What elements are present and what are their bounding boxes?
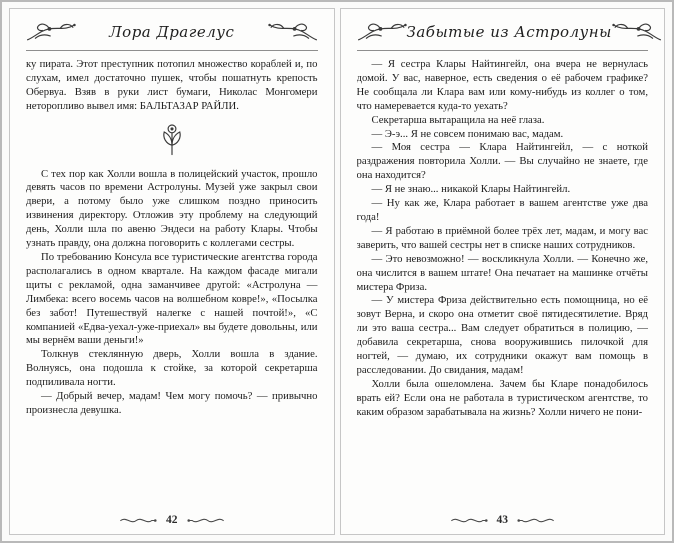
right-page-text	[357, 58, 649, 510]
left-page	[9, 8, 335, 535]
paragraph: — Моя сестра — Клара Найтингейл, — с ноткой раздражения повторила Холли. — Вы случайно не знаете, где она находится?	[356, 141, 648, 182]
paragraph: — У мистера Фриза действительно есть помощница, но её зовут Верна, и скоро она отметит своё пятидесятилетие. Вряд ли это ваша сестра... Вам следует обратиться в полицию, — добавила секретарша, снова вооружившись пилочкой для ногтей, — думаю, их сотрудники окажут вам помощь в расследовании. До свидания, мадам!	[356, 294, 648, 376]
left-page-header	[26, 16, 318, 51]
vine-ornament-icon	[187, 515, 225, 526]
floral-divider-icon	[158, 121, 186, 157]
running-head-author: Лора Драгелус	[109, 23, 235, 41]
floral-corner-ornament-icon	[612, 19, 662, 45]
paragraph: По требованию Консула все туристические агентства города располагались в одном квартале. На каждом фасаде мигали щиты с рекламой, одна заманчивее другой: «Астролуна — Лимбека: всего восемь часов на волшебном ковре!», «Посылка без забот! Путешествуй налегке с нашей почтой!», «С компанией «Едва-уехал-уже-приехал» вы будете довольны, или мы вернём ваши деньги!»	[26, 250, 318, 347]
running-head-title: Забытые из Астролуны	[406, 23, 612, 41]
vine-ornament-icon	[119, 515, 157, 526]
paragraph: — Это невозможно! — воскликнула Холли. — Конечно же, она числится в вашем штате! Она печатает на машинке отчёты мистера Фриза.	[356, 252, 648, 293]
section-divider	[26, 121, 318, 162]
right-page-footer	[357, 510, 649, 526]
page-number: 43	[496, 514, 508, 526]
left-page-footer	[26, 510, 318, 526]
paragraph: Секретарша вытаращила на неё глаза.	[371, 113, 545, 126]
paragraph: — Ну как же, Клара работает в вашем агентстве уже два года!	[356, 197, 648, 223]
floral-corner-ornament-icon	[26, 19, 76, 45]
header-rule	[26, 50, 318, 51]
right-page	[340, 8, 666, 535]
right-page-header	[357, 16, 649, 51]
header-rule	[357, 50, 649, 51]
paragraph: ку пирата. Этот преступник потопил множество кораблей и, по слухам, имел достаточно пушек, чтобы пошатнуть крепость Обервуа. Взяв в руки лист бумаги, Николас Монгомери неторопливо вывел имя: БАЛЬТАЗАР РАЙЛИ.	[26, 58, 318, 112]
paragraph: — Я работаю в приёмной более трёх лет, мадам, и могу вас заверить, что вашей сестры нет в списке наших сотрудников.	[356, 224, 648, 251]
paragraph: — Э-э... Я не совсем понимаю вас, мадам.	[371, 127, 564, 140]
vine-ornament-icon	[450, 515, 488, 526]
paragraph: Холли была ошеломлена. Зачем бы Кларе понадобилось врать ей? Если она не работала в туристическом агентстве, то каким образом зарабатывала на жизнь? Холли ничего не пони-	[356, 377, 648, 418]
paragraph: Толкнув стеклянную дверь, Холли вошла в здание. Волнуясь, она подошла к стойке, за которой секретарша подпиливала ногти.	[26, 348, 318, 389]
vine-ornament-icon	[517, 515, 555, 526]
paragraph: — Я не знаю... никакой Клары Найтингейл.	[371, 183, 571, 196]
left-page-text	[26, 58, 318, 510]
floral-corner-ornament-icon	[268, 19, 318, 45]
paragraph: — Добрый вечер, мадам! Чем могу помочь? — привычно произнесла девушка.	[26, 390, 318, 416]
page-number: 42	[166, 514, 178, 526]
floral-corner-ornament-icon	[357, 19, 407, 45]
paragraph: С тех пор как Холли вошла в полицейский участок, прошло девять часов по времени Астролуны. Музей уже закрыл свои двери, а потому было уже слишком поздно приносить извинения директору. Отложив эту проблему на следующий день, Холли шла по авеню Эндеси на работу Клары. Чтобы узнать правду, она должна поговорить с коллегами сестры.	[26, 167, 318, 250]
paragraph: — Я сестра Клары Найтингейл, она вчера не вернулась домой. У вас, наверное, есть сведения о её рабочем графике? Не сообщала ли Клара вам или кому-нибудь из коллег о том, что намеревается куда-то уехать?	[356, 58, 648, 112]
